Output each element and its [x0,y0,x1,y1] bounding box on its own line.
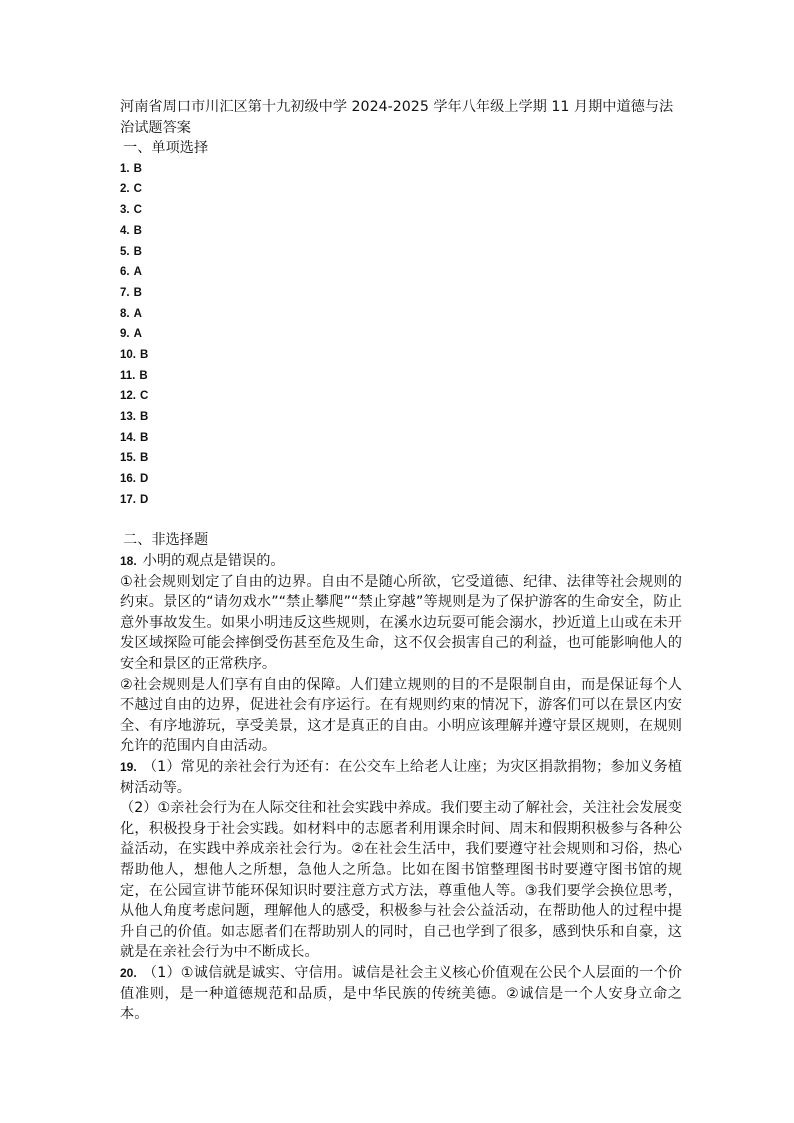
answer-letter: C [133,204,142,217]
document-title: 河南省周口市川汇区第十九初级中学 2024-2025 学年八年级上学期 11 月期中道德与法治试题答案 [120,99,674,136]
answer-number: 7. [120,286,130,299]
question-20-part-1-text: （1）①诚信就是诚实、守信用。诚信是社会主义核心价值观在公民个人层面的一个价值准则，是一种道德规范和品质，是中华民族的传统美德。②诚信是一个人安身立命之本。 [120,964,682,1023]
answer-item-8 [120,304,682,325]
section-1-heading: 一、单项选择 [123,140,209,157]
answer-document [120,97,682,1025]
section-2-heading: 二、非选择题 [123,532,209,549]
answer-letter: B [133,162,142,175]
answer-item-13 [120,407,682,428]
answer-item-5 [120,242,682,263]
answer-number: 5. [120,245,130,258]
question-19-part-2: （2）①亲社会行为在人际交往和社会实践中养成。我们要主动了解社会，关注社会发展变化，积极投身于社会实践。如材料中的志愿者利用课余时间、周末和假期积极参与各种公益活动，在实践中养成亲社会行为。②在社会生活中，我们要遵守社会规则和习俗，热心帮助他人，想他人之所想，急他人之所急。比如在图书馆整理图书时要遵守图书馆的规定，在公园宣讲节能环保知识时要注意方式方法，尊重他人等。③我们要学会换位思考，从他人角度考虑问题，理解他人的感受，积极参与社会公益活动，在帮助他人的过程中提升自己的价值。如志愿者们在帮助别人的同时，自己也学到了很多，感到快乐和自豪，这就是在亲社会行为中不断成长。 [120,800,682,961]
answer-item-4 [120,221,682,242]
question-19-number: 19. [120,760,137,774]
question-18-lead [120,551,682,572]
answer-letter: A [133,328,142,341]
answer-letter: B [140,431,149,444]
answer-item-16 [120,469,682,490]
answer-item-9 [120,324,682,345]
answer-item-6 [120,262,682,283]
answer-item-7 [120,283,682,304]
answer-number: 9. [120,328,130,341]
question-18-number: 18. [120,554,137,569]
answer-number: 16. [120,473,136,486]
answer-item-2 [120,179,682,200]
answer-letter: B [140,452,149,465]
answer-letter: B [140,411,149,424]
answer-letter: B [133,224,142,237]
answer-number: 17. [120,493,136,506]
question-18-point-1: ①社会规则划定了自由的边界。自由不是随心所欲，它受道德、纪律、法律等社会规则的约束。景区的“请勿戏水”“禁止攀爬”“禁止穿越”等规则是为了保护游客的生命安全，防止意外事故发生。如果小明违反这些规则，在溪水边玩耍可能会溺水，抄近道上山或在未开发区域探险可能会摔倒受伤甚至危及生命，这不仅会损害自己的利益，也可能影响他人的安全和景区的正常秩序。 [120,573,682,673]
answer-letter: B [140,348,149,361]
question-19-part-1 [120,757,682,798]
answer-item-15 [120,448,682,469]
answer-item-10 [120,345,682,366]
answer-item-14 [120,428,682,449]
answer-number: 14. [120,431,136,444]
question-20-number: 20. [120,965,137,980]
answer-number: 4. [120,224,130,237]
answer-letter: C [140,390,149,403]
answer-letter: D [140,493,149,506]
answer-number: 2. [120,183,130,196]
answer-letter: A [133,307,142,320]
answer-item-3 [120,200,682,221]
question-19-part-1-text: （1）常见的亲社会行为还有：在公交车上给老人让座；为灾区捐款捐物；参加义务植树活动等。 [120,759,682,796]
answer-number: 8. [120,307,130,320]
answer-item-11 [120,366,682,387]
section-spacer [120,510,682,530]
question-18-point-2: ②社会规则是人们享有自由的保障。人们建立规则的目的不是限制自由，而是保证每个人不越过自由的边界，促进社会有序运行。在有规则约束的情况下，游客们可以在景区内安全、有序地游玩，享受美景，这才是真正的自由。小明应该理解并遵守景区规则，在规则允许的范围内自由活动。 [120,676,682,755]
answer-letter: B [133,286,142,299]
question-20-part-1 [120,963,682,1025]
answer-item-1 [120,159,682,180]
answer-item-12 [120,386,682,407]
answer-letter: B [133,245,142,258]
answer-item-17 [120,490,682,511]
question-18-lead-text: 小明的观点是错误的。 [142,553,285,570]
answer-number: 6. [120,266,130,279]
answer-number: 10. [120,348,136,361]
answer-number: 3. [120,204,130,217]
answer-letter: B [139,369,148,382]
answer-number: 12. [120,390,136,403]
answer-letter: A [133,266,142,279]
answer-list [120,159,682,511]
answer-letter: C [133,183,142,196]
answer-letter: D [140,473,149,486]
answer-number: 15. [120,452,136,465]
answer-number: 13. [120,411,136,424]
answer-number: 1. [120,162,130,175]
answer-number: 11. [120,369,136,382]
